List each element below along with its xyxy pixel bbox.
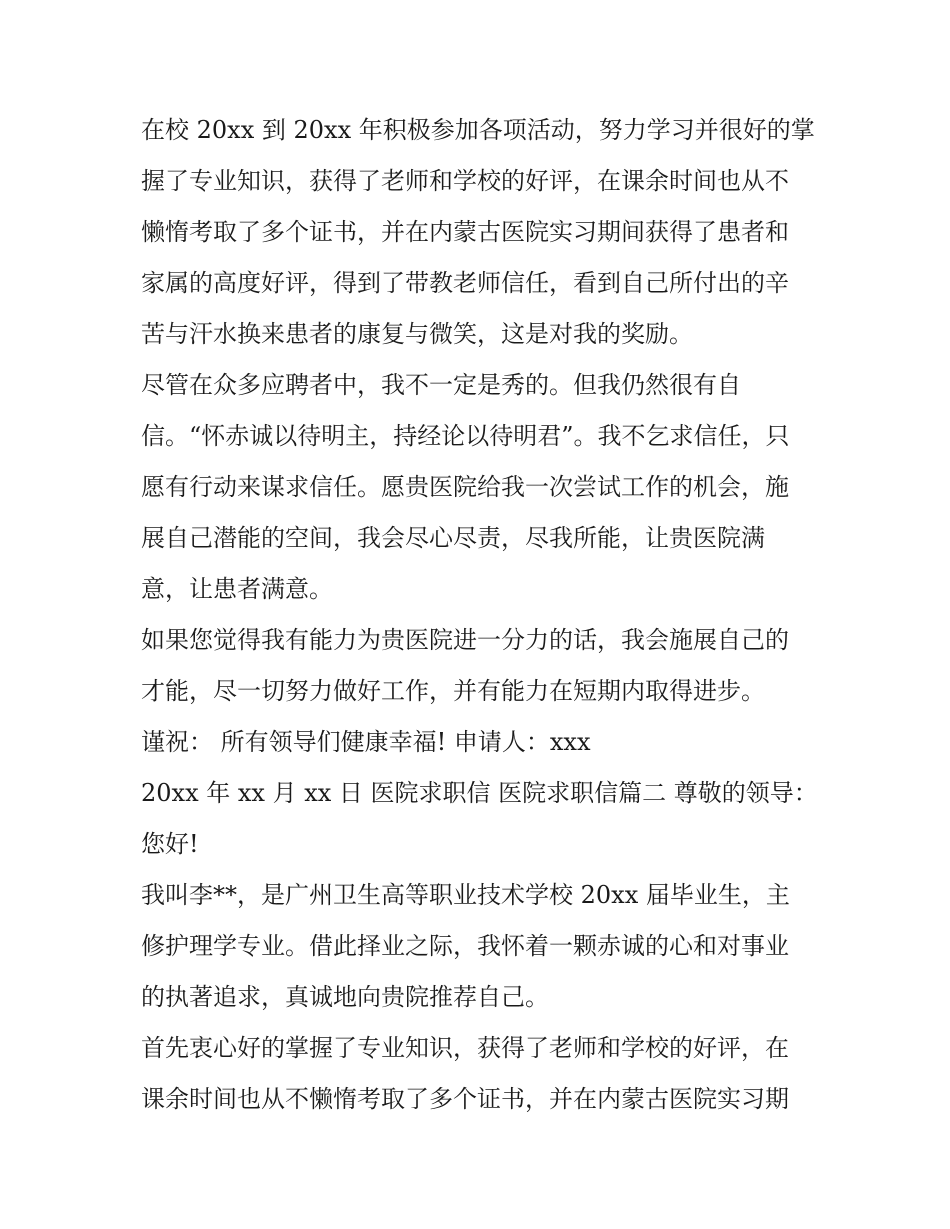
text-line: 尽管在众多应聘者中，我不一定是秀的。但我仍然很有自 [141, 371, 741, 399]
text-line: 修护理学专业。借此择业之际，我怀着一颗赤诚的心和对事业 [141, 932, 789, 960]
text-line: 如果您觉得我有能力为贵医院进一分力的话，我会施展自己的 [141, 626, 789, 654]
text-line: 意，让患者满意。 [141, 575, 333, 603]
text-line: 在校 20xx 到 20xx 年积极参加各项活动，努力学习并很好的掌 [141, 116, 815, 144]
text-line: 的执著追求，真诚地向贵院推荐自己。 [141, 983, 549, 1011]
text-line: 家属的高度好评，得到了带教老师信任，看到自己所付出的辛 [141, 269, 789, 297]
text-line: 课余时间也从不懒惰考取了多个证书，并在内蒙古医院实习期 [141, 1085, 789, 1113]
text-line: 我叫李**，是广州卫生高等职业技术学校 20xx 届毕业生，主 [141, 881, 790, 909]
text-line: 才能，尽一切努力做好工作，并有能力在短期内取得进步。 [141, 677, 765, 705]
body-text [141, 105, 821, 1125]
text-line: 懒惰考取了多个证书，并在内蒙古医院实习期间获得了患者和 [141, 218, 789, 246]
text-line: 信。“怀赤诚以待明主，持经论以待明君”。我不乞求信任，只 [141, 422, 790, 450]
text-line: 握了专业知识，获得了老师和学校的好评，在课余时间也从不 [141, 167, 789, 195]
text-line: 您好! [141, 830, 199, 858]
text-line: 谨祝： 所有领导们健康幸福! 申请人：xxx [141, 728, 591, 756]
text-line: 展自己潜能的空间，我会尽心尽责，尽我所能，让贵医院满 [141, 524, 765, 552]
text-line: 苦与汗水换来患者的康复与微笑，这是对我的奖励。 [141, 320, 693, 348]
text-line: 首先衷心好的掌握了专业知识，获得了老师和学校的好评，在 [141, 1034, 789, 1062]
text-line: 20xx 年 xx 月 xx 日 医院求职信 医院求职信篇二 尊敬的领导： [141, 779, 818, 807]
text-line: 愿有行动来谋求信任。愿贵医院给我一次尝试工作的机会，施 [141, 473, 789, 501]
